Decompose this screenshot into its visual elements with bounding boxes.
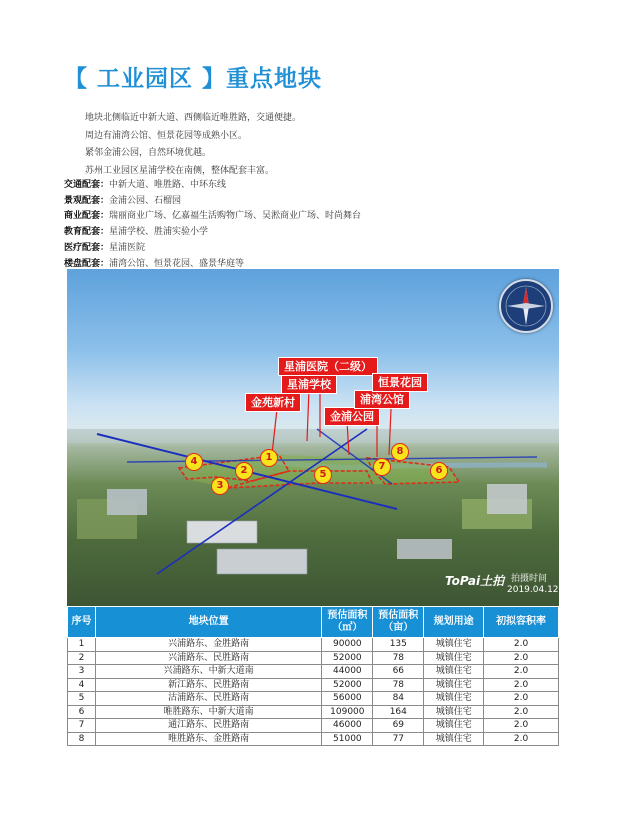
facility-key: 商业配套：: [64, 211, 110, 222]
table-row: [68, 638, 559, 652]
plot-marker-7: 7: [373, 458, 391, 476]
cell-use: 城镇住宅: [424, 638, 484, 652]
facility-key: 教育配套：: [64, 227, 110, 238]
plot-marker-1: 1: [260, 449, 278, 467]
page-title: 【 工业园区 】重点地块: [64, 66, 323, 92]
cell-location: 唯胜路东、中新大道南: [95, 705, 321, 719]
cell-location: 新江路东、民胜路南: [95, 678, 321, 692]
plot-table: [67, 606, 559, 746]
facility-key: 楼盘配套：: [64, 258, 110, 269]
aerial-scene: [67, 269, 559, 606]
cell-area-mu: 77: [373, 732, 424, 746]
facility-value: 瑞丽商业广场、亿嘉福生活购物广场、吴淞商业广场、时尚舞台: [109, 211, 362, 222]
col-header-area-mu: 预估面积（亩）: [373, 607, 424, 638]
table-row: [68, 719, 559, 733]
cell-use: 城镇住宅: [424, 719, 484, 733]
cell-far: 2.0: [484, 665, 559, 679]
cell-area-mu: 164: [373, 705, 424, 719]
cell-far: 2.0: [484, 719, 559, 733]
plot-marker-6: 6: [430, 462, 448, 480]
cell-far: 2.0: [484, 732, 559, 746]
plot-marker-5: 5: [314, 466, 332, 484]
facility-value: 星浦学校、胜浦实验小学: [109, 227, 209, 238]
cell-area-sqm: 52000: [322, 678, 373, 692]
cell-use: 城镇住宅: [424, 678, 484, 692]
topai-logo: ToPai土拍: [445, 574, 505, 588]
intro-line: 紧邻金浦公园，自然环境优越。: [85, 148, 212, 158]
cell-location: 兴浦路东、金胜路南: [95, 638, 321, 652]
cell-area-mu: 69: [373, 719, 424, 733]
map-label-jinyuan: 金苑新村: [245, 393, 301, 412]
cell-area-sqm: 52000: [322, 651, 373, 665]
plot-marker-4: 4: [185, 453, 203, 471]
cell-far: 2.0: [484, 651, 559, 665]
table-row: [68, 705, 559, 719]
cell-area-sqm: 90000: [322, 638, 373, 652]
compass-icon: [499, 279, 553, 333]
map-label-park: 金浦公园: [324, 407, 380, 426]
aerial-photo: [67, 269, 559, 606]
intro-text: [85, 110, 525, 180]
facility-value: 中新大道、唯胜路、中环东线: [109, 180, 227, 190]
table-row: [68, 732, 559, 746]
cell-location: 兴浦路东、中新大道南: [95, 665, 321, 679]
cell-use: 城镇住宅: [424, 665, 484, 679]
cell-use: 城镇住宅: [424, 732, 484, 746]
cell-use: 城镇住宅: [424, 692, 484, 706]
table-row: [68, 651, 559, 665]
cell-far: 2.0: [484, 705, 559, 719]
cell-area-sqm: 109000: [322, 705, 373, 719]
cell-index: 4: [68, 678, 96, 692]
map-label-puwan: 浦湾公馆: [354, 390, 410, 409]
facility-landscape: [64, 194, 544, 210]
map-label-hospital: 星浦医院（二级）: [278, 357, 378, 376]
cell-area-sqm: 44000: [322, 665, 373, 679]
cell-location: 沽浦路东、民胜路南: [95, 692, 321, 706]
facility-value: 金浦公园、石榴园: [109, 195, 182, 206]
facility-medical: [64, 241, 544, 257]
col-header-index: 序号: [68, 607, 96, 638]
col-header-far: 初拟容积率: [484, 607, 559, 638]
table-header-row: [68, 607, 559, 638]
cell-index: 1: [68, 638, 96, 652]
shot-time-label: 拍摄时间: [511, 574, 548, 584]
facility-key: 医疗配套：: [64, 242, 110, 253]
table-row: [68, 665, 559, 679]
col-header-use: 规划用途: [424, 607, 484, 638]
facility-traffic: [64, 178, 544, 194]
intro-line: 地块北侧临近中新大道、西侧临近唯胜路，交通便捷。: [85, 113, 302, 123]
map-label-hengjing: 恒景花园: [372, 373, 428, 392]
cell-area-mu: 66: [373, 665, 424, 679]
col-header-location: 地块位置: [95, 607, 321, 638]
cell-area-mu: 84: [373, 692, 424, 706]
table-row: [68, 692, 559, 706]
cell-use: 城镇住宅: [424, 651, 484, 665]
cell-area-mu: 78: [373, 651, 424, 665]
plot-marker-2: 2: [235, 462, 253, 480]
intro-line: 苏州工业园区星浦学校在南侧，整体配套丰富。: [85, 165, 275, 176]
cell-index: 3: [68, 665, 96, 679]
cell-index: 7: [68, 719, 96, 733]
facility-key: 交通配套：: [64, 180, 110, 190]
facility-value: 星浦医院: [109, 242, 146, 253]
cell-far: 2.0: [484, 692, 559, 706]
intro-line: 周边有浦湾公馆、恒景花园等成熟小区。: [85, 130, 248, 141]
cell-area-sqm: 46000: [322, 719, 373, 733]
facility-commerce: [64, 209, 544, 225]
cell-far: 2.0: [484, 638, 559, 652]
cell-location: 唯胜路东、金胜路南: [95, 732, 321, 746]
cell-location: 通江路东、民胜路南: [95, 719, 321, 733]
facility-key: 景观配套：: [64, 195, 110, 206]
shot-date: 2019.04.12: [507, 585, 559, 595]
cell-area-sqm: 56000: [322, 692, 373, 706]
facilities-list: [64, 178, 544, 272]
plot-marker-3: 3: [211, 477, 229, 495]
cell-index: 6: [68, 705, 96, 719]
plot-marker-8: 8: [391, 443, 409, 461]
cell-area-mu: 135: [373, 638, 424, 652]
cell-far: 2.0: [484, 678, 559, 692]
cell-index: 2: [68, 651, 96, 665]
cell-use: 城镇住宅: [424, 705, 484, 719]
cell-location: 兴浦路东、民胜路南: [95, 651, 321, 665]
cell-index: 5: [68, 692, 96, 706]
cell-area-mu: 78: [373, 678, 424, 692]
table-row: [68, 678, 559, 692]
map-label-school: 星浦学校: [281, 375, 337, 394]
facility-value: 浦湾公馆、恒景花园、盛景华庭等: [109, 258, 245, 269]
cell-index: 8: [68, 732, 96, 746]
col-header-area-sqm: 预估面积（㎡）: [322, 607, 373, 638]
cell-area-sqm: 51000: [322, 732, 373, 746]
facility-education: [64, 225, 544, 241]
